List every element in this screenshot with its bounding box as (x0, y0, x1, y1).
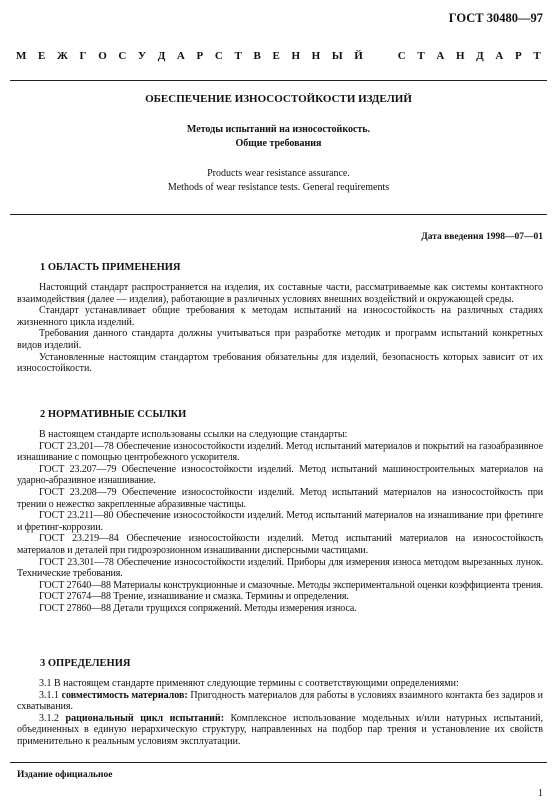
banner-letter: Т (234, 50, 242, 62)
banner-letter: Д (476, 50, 484, 62)
official-edition-note: Издание официальное (17, 770, 113, 780)
banner-letter: Е (272, 50, 280, 62)
banner-letter: Н (291, 50, 300, 62)
definition-term: рациональный цикл испытаний: (65, 712, 225, 724)
banner-letter: Й (354, 50, 363, 62)
page-number: 1 (538, 788, 543, 799)
section-1-body (17, 282, 543, 375)
banner-letter: Д (157, 50, 166, 62)
section-1-paragraph: Установленные настоящим стандартом требования обязательны для изделий, безопасность которых зависит от их износостойкости. (17, 351, 543, 375)
document-title: ОБЕСПЕЧЕНИЕ ИЗНОСОСТОЙКОСТИ ИЗДЕЛИЙ (145, 93, 412, 105)
banner-letter: С (214, 50, 223, 62)
banner-letter: О (98, 50, 107, 62)
english-title (0, 167, 557, 195)
section-1-paragraph: Стандарт устанавливает общие требования к методам испытаний на износостойкость на различных стадиях жизненного цикла изделий. (17, 305, 543, 328)
section-3-heading: 3 ОПРЕДЕЛЕНИЯ (40, 658, 131, 669)
banner-letter: Р (514, 50, 522, 62)
section-2-heading: 2 НОРМАТИВНЫЕ ССЫЛКИ (40, 409, 187, 420)
section-1-paragraph: Требования данного стандарта должны учитываться при разработке методик и программ испытаний конкретных видов изделий. (17, 328, 543, 351)
introduction-date: Дата введения 1998—07—01 (421, 232, 543, 242)
banner-letter: Ы (331, 50, 343, 62)
footer-divider (10, 762, 547, 763)
section-2-body (17, 429, 543, 615)
normative-reference: ГОСТ 27674—88 Трение, изнашивание и смазка. Термины и определения. (39, 591, 349, 603)
banner-letter: А (436, 50, 445, 62)
banner-letter: У (137, 50, 147, 62)
normative-reference: ГОСТ 23.211—80 Обеспечение износостойкости изделий. Метод испытаний материалов на изнашивание при фретинге и фретинг-коррозии. (17, 510, 543, 533)
banner-letter: А (495, 50, 504, 62)
banner-letter: Н (311, 50, 321, 62)
definition-number: 3.1.1 (39, 689, 59, 701)
definition-term: совместимость материалов: (61, 689, 188, 701)
section-3-body (17, 678, 543, 748)
normative-reference: ГОСТ 27860—88 Детали трущихся сопряжений. Методы измерения износа. (39, 602, 357, 614)
normative-reference: ГОСТ 23.208—79 Обеспечение износостойкости изделий. Метод испытаний материалов на износостойкость при трении о нежестко закрепленные абразивные частицы. (17, 486, 543, 510)
banner-letter: С (118, 50, 127, 62)
title-divider (10, 214, 547, 215)
definition-text: Комплексное использование модельных и/или натурных испытаний, объединенных в единую иерархическую структуру, направленных на подбор пар трения и установление их свойств применительно к реальным условиям эксплуатации. (17, 712, 543, 747)
banner-letter: Ж (57, 50, 68, 62)
definition-number: 3.1.2 (39, 712, 59, 724)
normative-reference: ГОСТ 23.219—84 Обеспечение износостойкости изделий. Метод испытаний материалов на износостойкость материалов и деталей при гидроэрозионном изнашивании дисперсными частицами. (17, 533, 543, 556)
definition-text: Пригодность материалов для работы в условиях взаимного контакта без задиров и схватывания. (17, 689, 544, 713)
banner-letter: С (397, 50, 406, 62)
standard-code: ГОСТ 30480—97 (448, 11, 543, 25)
banner-letter: Р (196, 50, 204, 62)
banner-letter: В (253, 50, 261, 62)
banner-letter: Т (417, 50, 425, 62)
banner-letter: Т (533, 50, 541, 62)
banner-letter: Н (455, 50, 465, 62)
interstate-standard-banner (16, 50, 541, 62)
banner-letter: М (16, 50, 27, 62)
normative-reference: ГОСТ 23.201—78 Обеспечение износостойкости изделий. Метод испытаний материалов и покрытий на газоабразивное изнашивание с помощью центробежного ускорителя. (17, 440, 543, 464)
definition-1 (17, 690, 543, 713)
top-divider (10, 80, 547, 81)
section-1-paragraph: Настоящий стандарт распространяется на изделия, их составные части, рассматриваемые как системы контактного взаимодействия (далее — изделия), работающие в различных условиях внешних воздействий и окружающей среды. (17, 282, 543, 305)
normative-reference: ГОСТ 23.301—78 Обеспечение износостойкости изделий. Приборы для измерения износа методом вырезанных лунок. Технические требования. (17, 556, 543, 580)
document-subtitle (0, 123, 557, 151)
section-2-intro: В настоящем стандарте использованы ссылки на следующие стандарты: (39, 429, 348, 440)
english-title-line-1: Products wear resistance assurance. (207, 168, 350, 179)
banner-letter: Г (79, 50, 87, 62)
subtitle-line-1: Методы испытаний на износостойкость. (186, 124, 371, 135)
banner-letter: А (176, 50, 185, 62)
english-title-line-2: Methods of wear resistance tests. General requirements (167, 182, 390, 193)
normative-reference: ГОСТ 23.207—79 Обеспечение износостойкости изделий. Метод испытаний машиностроительных материалов на ударно-абразивное изнашивание. (17, 463, 543, 487)
normative-reference: ГОСТ 27640—88 Материалы конструкционные и смазочные. Методы экспериментальной оценки коэффициента трения. (39, 579, 543, 591)
section-3-intro: 3.1 В настоящем стандарте применяют следующие термины с соответствующими определениями: (39, 678, 459, 689)
definition-2 (17, 713, 543, 748)
subtitle-line-2: Общие требования (235, 138, 322, 149)
banner-letter: Е (38, 50, 46, 62)
section-1-heading: 1 ОБЛАСТЬ ПРИМЕНЕНИЯ (40, 262, 181, 273)
